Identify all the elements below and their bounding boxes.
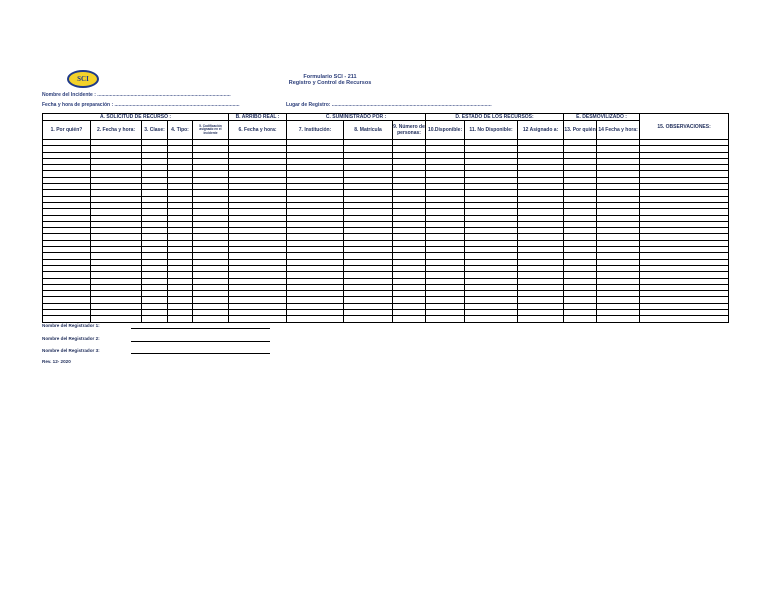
table-cell[interactable] <box>465 316 518 322</box>
numero-personas-label: 9. Número de personas: <box>393 124 425 136</box>
registrar3-label: Nombre del Registrador 3: <box>42 348 100 353</box>
codificacion-label: 5. Codificación asignado en el incidente <box>199 123 222 135</box>
section-e-header: E. DESMOVILIZADO : <box>564 114 640 121</box>
col-header-observaciones: 15. OBSERVACIONES: <box>640 114 729 140</box>
table-cell[interactable] <box>393 316 426 322</box>
section-c-header: C. SUMINISTRADO POR : <box>287 114 426 121</box>
table-cell[interactable] <box>287 316 344 322</box>
col-header-numero-personas <box>393 121 426 140</box>
table-cell[interactable] <box>597 316 640 322</box>
col-header-disponible: 10.Disponible: <box>426 121 465 140</box>
registrar2-label: Nombre del Registrador 2: <box>42 336 100 341</box>
registrar1-label: Nombre del Registrador 1: <box>42 323 100 328</box>
col-header-por-quien: 1. Por quién? <box>43 121 91 140</box>
table-cell[interactable] <box>193 316 229 322</box>
revision-label: Rev. 12- 2020 <box>42 359 71 364</box>
table-cell[interactable] <box>426 316 465 322</box>
table-cell[interactable] <box>168 316 193 322</box>
col-header-matricula: 8. Matrícula <box>344 121 393 140</box>
registry-place-field[interactable]: Lugar de Registro: ................................................................................................................... <box>286 102 492 108</box>
col-header-desmov-por-quien: 13. Por quién <box>564 121 597 140</box>
table-row <box>43 316 729 322</box>
section-b-header: B. ARRIBO REAL : <box>229 114 287 121</box>
incident-name-field[interactable]: Nombre del Incidente : ................................................................................................ <box>42 92 231 98</box>
col-header-tipo: 4. Tipo: <box>168 121 193 140</box>
col-header-clase: 3. Clase: <box>142 121 168 140</box>
table-cell[interactable] <box>91 316 142 322</box>
table-cell[interactable] <box>142 316 168 322</box>
col-header-fecha-hora: 2. Fecha y hora: <box>91 121 142 140</box>
table-cell[interactable] <box>229 316 287 322</box>
registrar2-line[interactable] <box>131 341 270 342</box>
col-header-desmov-fecha-hora: 14 Fecha y hora: <box>597 121 640 140</box>
registrar3-line[interactable] <box>131 353 270 354</box>
table-cell[interactable] <box>43 316 91 322</box>
registrar1-line[interactable] <box>131 328 270 329</box>
section-d-header: D. ESTADO DE LOS RECURSOS: <box>426 114 564 121</box>
section-a-header: A. SOLICITUD DE RECURSO : <box>43 114 229 121</box>
form-subtitle: Registro y Control de Recursos <box>288 80 372 86</box>
table-cell[interactable] <box>344 316 393 322</box>
col-header-no-disponible: 11. No Disponible: <box>465 121 518 140</box>
table-cell[interactable] <box>564 316 597 322</box>
resource-table <box>42 113 729 323</box>
col-header-arribo-fecha-hora: 6. Fecha y hora: <box>229 121 287 140</box>
col-header-asignado-a: 12 Asignado a: <box>518 121 564 140</box>
col-header-institucion: 7. Institución: <box>287 121 344 140</box>
table-cell[interactable] <box>640 316 729 322</box>
form-title: Formulario SCI - 211 <box>303 74 357 80</box>
prep-datetime-field[interactable]: Fecha y hora de preparación : .......................................................................................... <box>42 102 240 108</box>
table-cell[interactable] <box>518 316 564 322</box>
logo-text: SCI <box>77 75 89 83</box>
col-header-codificacion <box>193 121 229 140</box>
